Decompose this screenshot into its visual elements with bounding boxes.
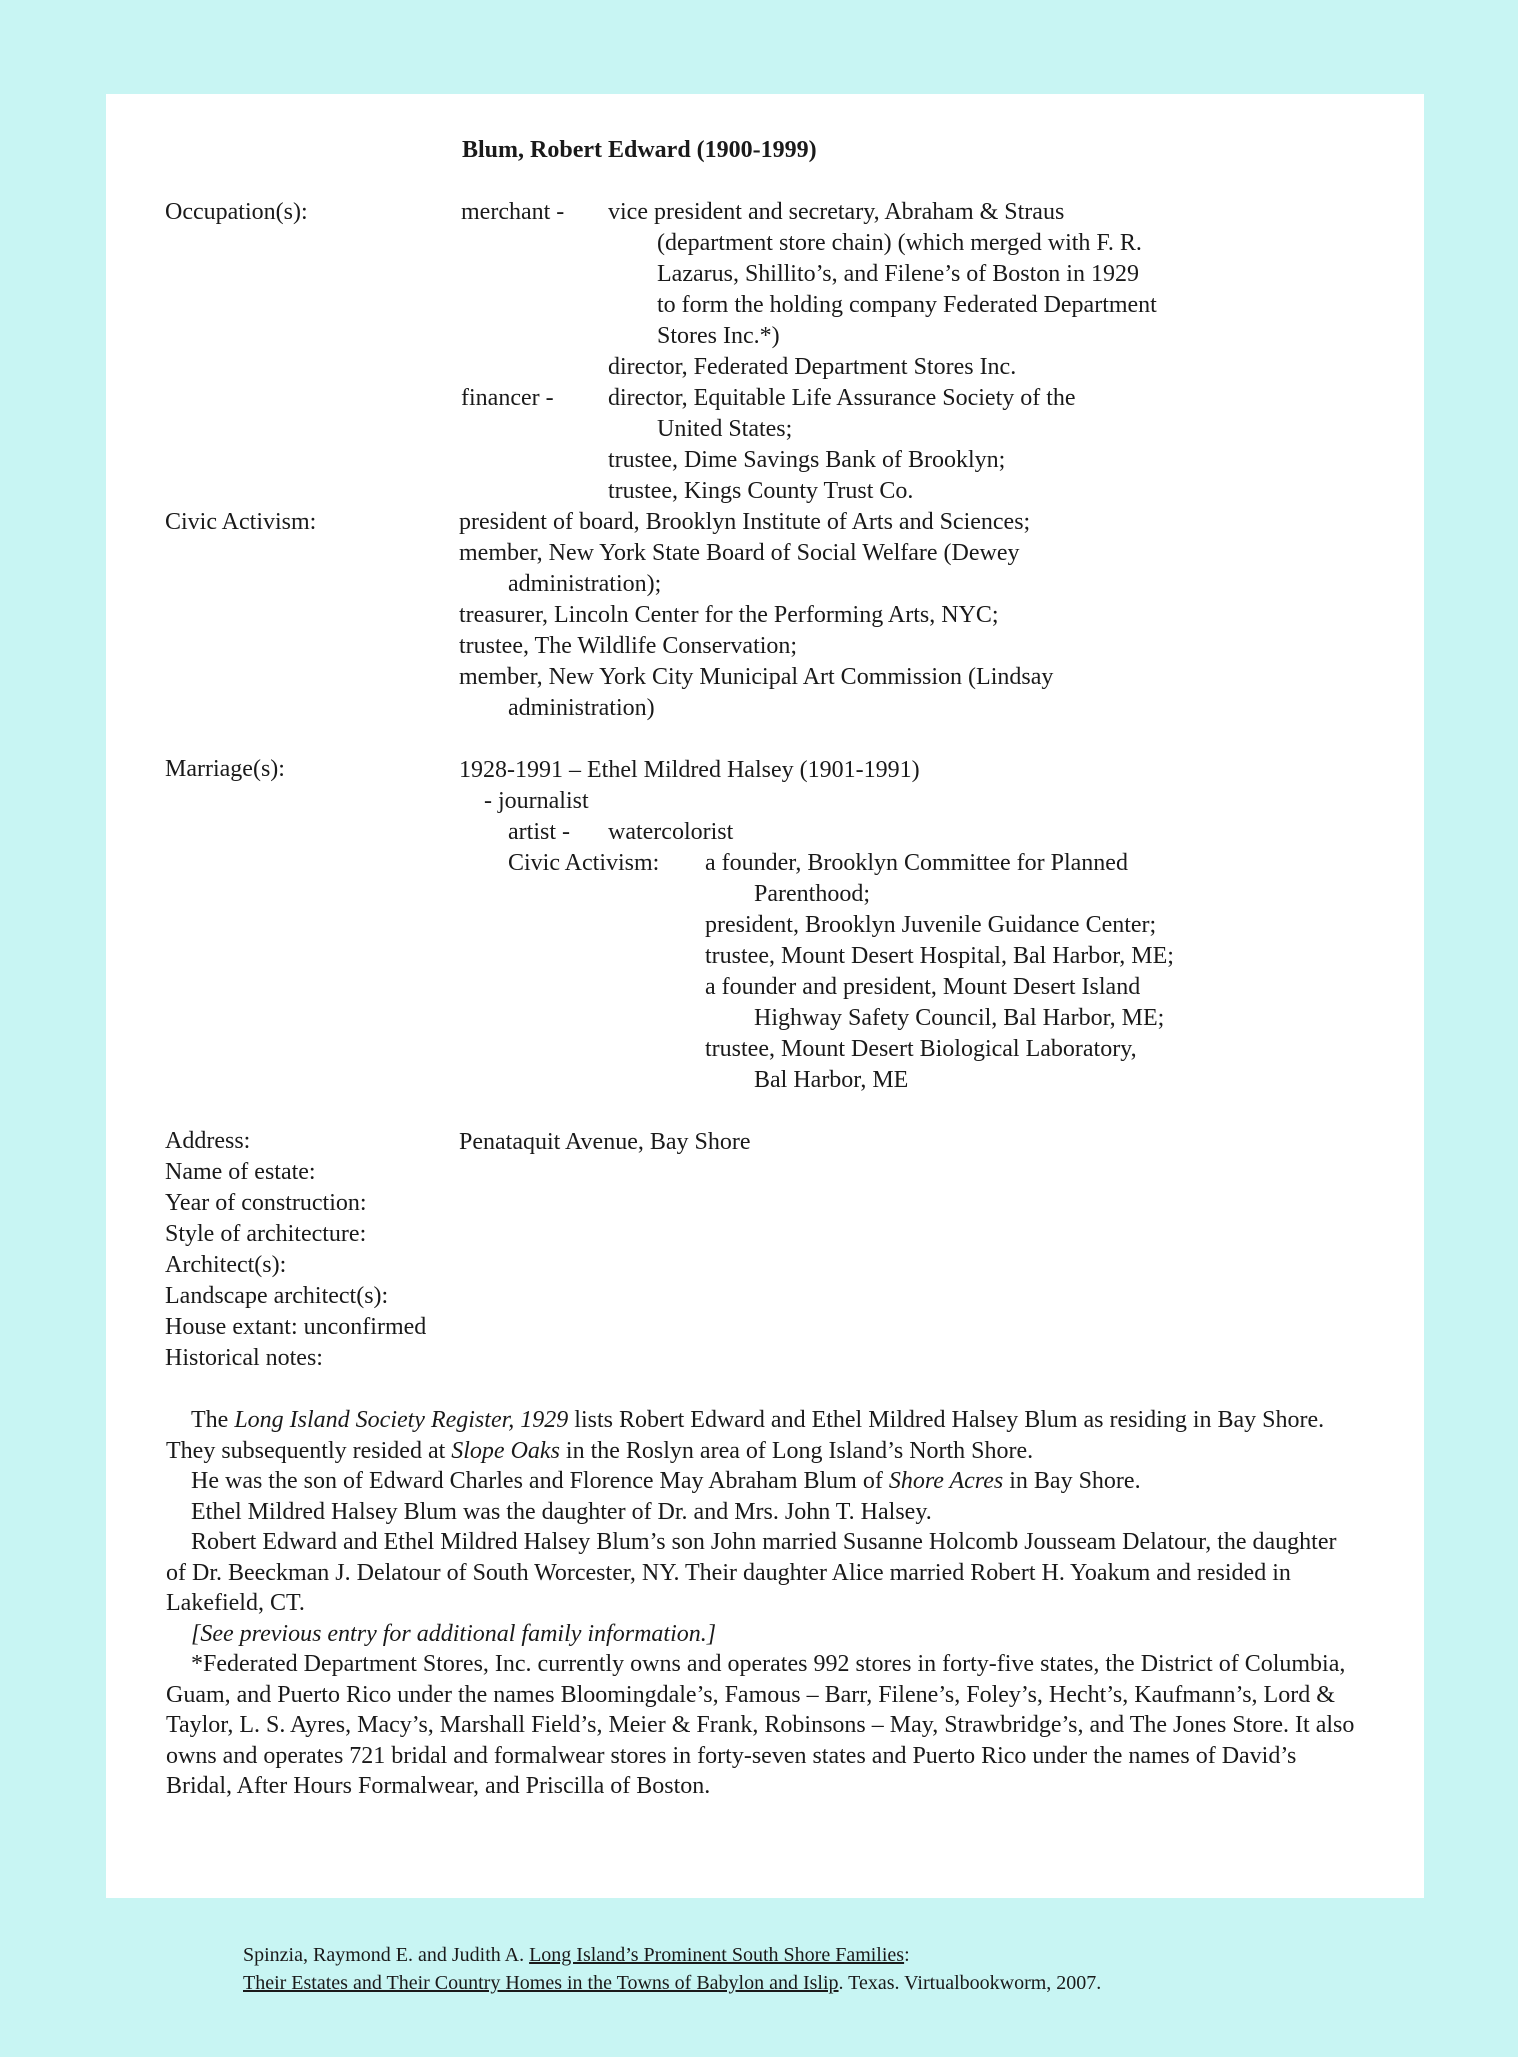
merchant-line: to form the holding company Federated Department xyxy=(657,292,1157,318)
notes-paragraph: *Federated Department Stores, Inc. currently owns and operates 992 stores in forty-five states, the District of Columbia, Guam, and Puerto Rico under the names Bloomingdale’s, Famous – Barr, Filene’s, Foley’s, Hecht’s, Kaufmann’s, Lord & Taylor, L. S. Ayres, Macy’s, Marshall Field’s, Meier & Frank, Robinsons – May, Strawbridge’s, and The Jones Store. It also owns and operates 721 bridal and formalwear stores in forty-seven states and Puerto Rico under the names of David’s Bridal, After Hours Formalwear, and Priscilla of Boston. xyxy=(166,1651,1355,1799)
citation-title: Their Estates and Their Country Homes in the Towns of Babylon and Islip xyxy=(243,1972,839,1994)
label-civic: Civic Activism: xyxy=(165,509,317,535)
civic-line: administration) xyxy=(508,695,655,721)
notes-paragraph: He was the son of Edward Charles and Florence May Abraham Blum of Shore Acres in Bay Shore. xyxy=(191,1468,1141,1494)
citation-line-1: Spinzia, Raymond E. and Judith A. Long Island’s Prominent South Shore Families: xyxy=(243,1944,910,1966)
spouse-artist-value: watercolorist xyxy=(608,819,734,845)
spouse-civic-line: trustee, Mount Desert Biological Laboratory, xyxy=(705,1036,1137,1062)
entry-title: Blum, Robert Edward (1900-1999) xyxy=(462,137,817,163)
notes-paragraph: [See previous entry for additional family information.] xyxy=(191,1620,717,1647)
civic-line: president of board, Brooklyn Institute of Arts and Sciences; xyxy=(459,509,1031,535)
address-value: Penataquit Avenue, Bay Shore xyxy=(459,1129,751,1155)
civic-line: treasurer, Lincoln Center for the Performing Arts, NYC; xyxy=(459,602,999,628)
civic-line: member, New York City Municipal Art Commission (Lindsay xyxy=(459,664,1054,690)
spouse-civic-line: a founder, Brooklyn Committee for Planned xyxy=(705,850,1128,876)
label-house-extant: House extant: unconfirmed xyxy=(165,1314,427,1340)
notes-paragraph: Robert Edward and Ethel Mildred Halsey Blum’s son John married Susanne Holcomb Jousseam Delatour, the daughter of Dr. Beeckman J. Delatour of South Worcester, NY. Their daughter Alice married Robert H. Yoakum and resided in Lakefield, CT. xyxy=(166,1529,1337,1616)
spouse-civic-label: Civic Activism: xyxy=(508,850,660,876)
label-year: Year of construction: xyxy=(165,1190,367,1216)
spouse-civic-line: president, Brooklyn Juvenile Guidance Center; xyxy=(705,912,1157,938)
merchant-label: merchant - xyxy=(461,199,565,225)
label-historical-notes: Historical notes: xyxy=(165,1345,323,1371)
spouse-line: 1928-1991 – Ethel Mildred Halsey (1901-1991) xyxy=(459,757,920,783)
label-estate-name: Name of estate: xyxy=(165,1159,316,1185)
citation-title: Long Island’s Prominent South Shore Families xyxy=(529,1944,905,1966)
merchant-line: (department store chain) (which merged with F. R. xyxy=(657,230,1142,256)
financer-line: trustee, Dime Savings Bank of Brooklyn; xyxy=(608,447,1006,473)
financer-label: financer - xyxy=(461,385,554,411)
civic-line: administration); xyxy=(508,571,662,597)
merchant-director: director, Federated Department Stores Inc. xyxy=(608,354,1017,380)
spouse-civic-line: trustee, Mount Desert Hospital, Bal Harbor, ME; xyxy=(705,943,1174,969)
notes-paragraph: Ethel Mildred Halsey Blum was the daughter of Dr. and Mrs. John T. Halsey. xyxy=(191,1498,932,1525)
financer-line: director, Equitable Life Assurance Society of the xyxy=(608,385,1076,411)
spouse-civic-line: Highway Safety Council, Bal Harbor, ME; xyxy=(754,1005,1165,1031)
spouse-civic-line: Bal Harbor, ME xyxy=(754,1067,909,1093)
merchant-line: Stores Inc.*) xyxy=(657,323,780,349)
merchant-line: Lazarus, Shillito’s, and Filene’s of Boston in 1929 xyxy=(657,261,1139,287)
citation-line-2: Their Estates and Their Country Homes in the Towns of Babylon and Islip. Texas. Virtualbookworm, 2007. xyxy=(243,1972,1102,1994)
label-address: Address: xyxy=(165,1128,251,1154)
civic-line: trustee, The Wildlife Conservation; xyxy=(459,633,798,659)
notes-paragraph: The Long Island Society Register, 1929 lists Robert Edward and Ethel Mildred Halsey Blum as residing in Bay Shore. They subsequently resided at Slope Oaks in the Roslyn area of Long Island’s North Shore. xyxy=(166,1407,1325,1464)
historical-notes xyxy=(166,1405,1362,1802)
financer-line: trustee, Kings County Trust Co. xyxy=(608,478,914,504)
label-style: Style of architecture: xyxy=(165,1221,367,1247)
civic-line: member, New York State Board of Social Welfare (Dewey xyxy=(459,540,1020,566)
spouse-artist-label: artist - xyxy=(508,819,570,845)
spouse-civic-line: Parenthood; xyxy=(754,881,870,907)
merchant-line: vice president and secretary, Abraham & Straus xyxy=(608,199,1065,225)
label-marriages: Marriage(s): xyxy=(165,756,285,782)
spouse-civic-line: a founder and president, Mount Desert Island xyxy=(705,974,1141,1000)
financer-line: United States; xyxy=(657,416,793,442)
label-landscape: Landscape architect(s): xyxy=(165,1283,389,1309)
label-architects: Architect(s): xyxy=(165,1252,287,1278)
spouse-journalist: - journalist xyxy=(484,788,589,814)
label-occupations: Occupation(s): xyxy=(165,199,308,225)
